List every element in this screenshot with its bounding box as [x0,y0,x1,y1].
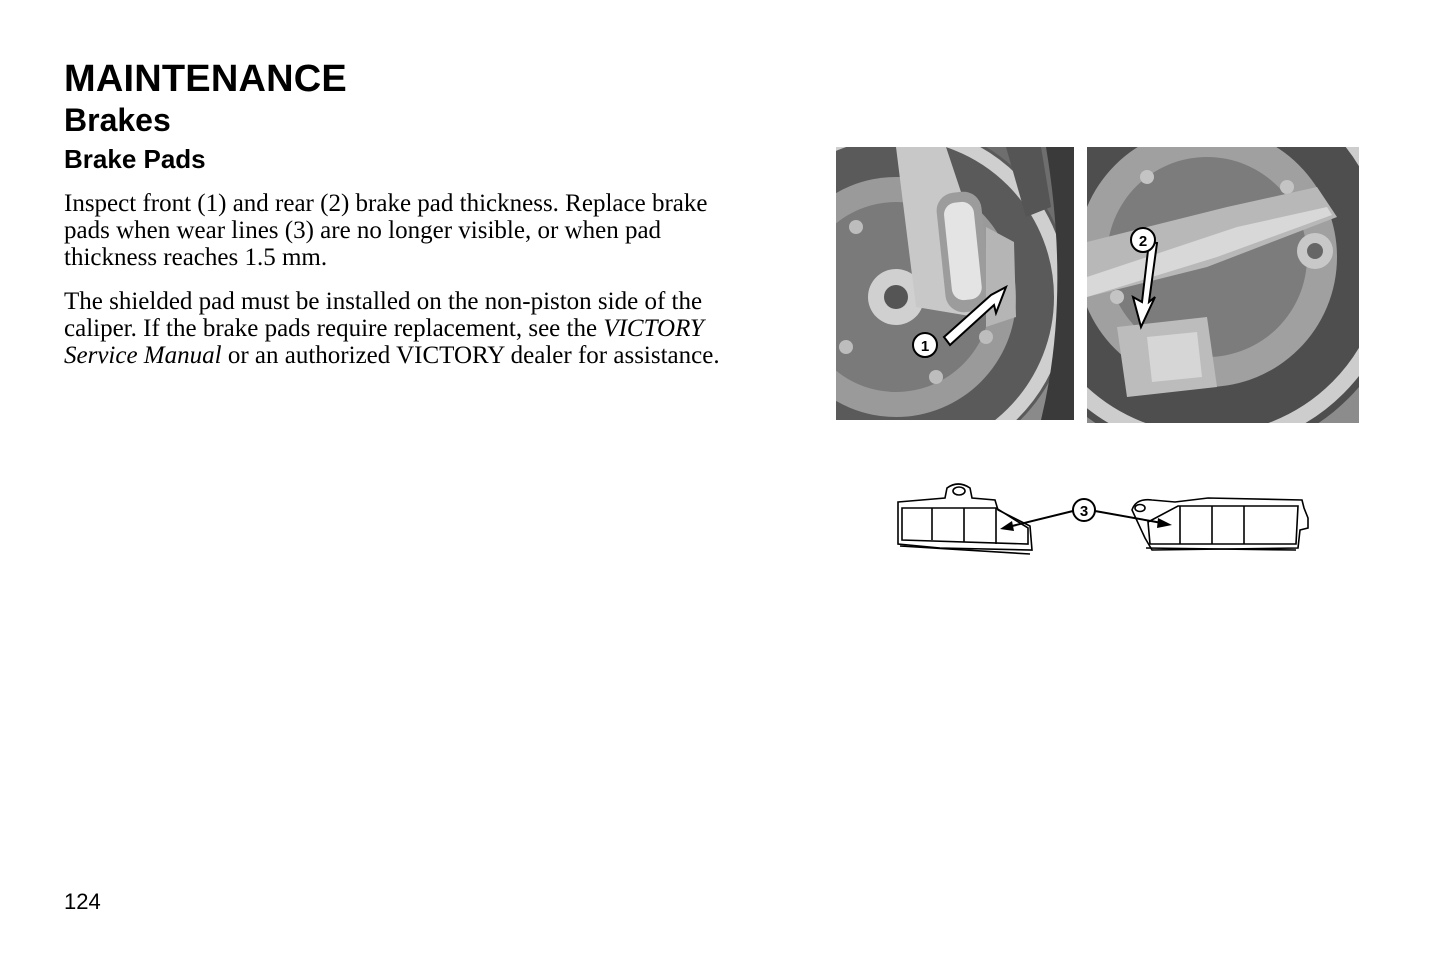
inspection-paragraph: Inspect front (1) and rear (2) brake pad thickness. Replace brake pads when wear lines (3) are no longer visible, or when pad thickness reaches 1.5 mm. [64,190,708,271]
page-number: 124 [64,889,101,914]
brake-pad-wear-lines-diagram [890,478,1315,562]
front-brake-photo [836,147,1074,420]
callout-3-label: 3 [1079,503,1089,520]
callout-1-label: 1 [920,338,930,355]
service-manual-title: VICTORY Service Manual [64,315,704,369]
installation-paragraph [64,288,744,369]
installation-text-end: or an authorized VICTORY dealer for assistance. [221,342,720,369]
subsection-title: Brakes [64,102,171,138]
topic-title: Brake Pads [64,144,206,174]
installation-text-start: The shielded pad must be installed on the non-piston side of the caliper. If the brake pads require replacement, see the [64,288,703,342]
callout-2-label: 2 [1138,233,1148,250]
section-title: MAINTENANCE [64,58,347,100]
rear-brake-photo [1087,147,1359,423]
